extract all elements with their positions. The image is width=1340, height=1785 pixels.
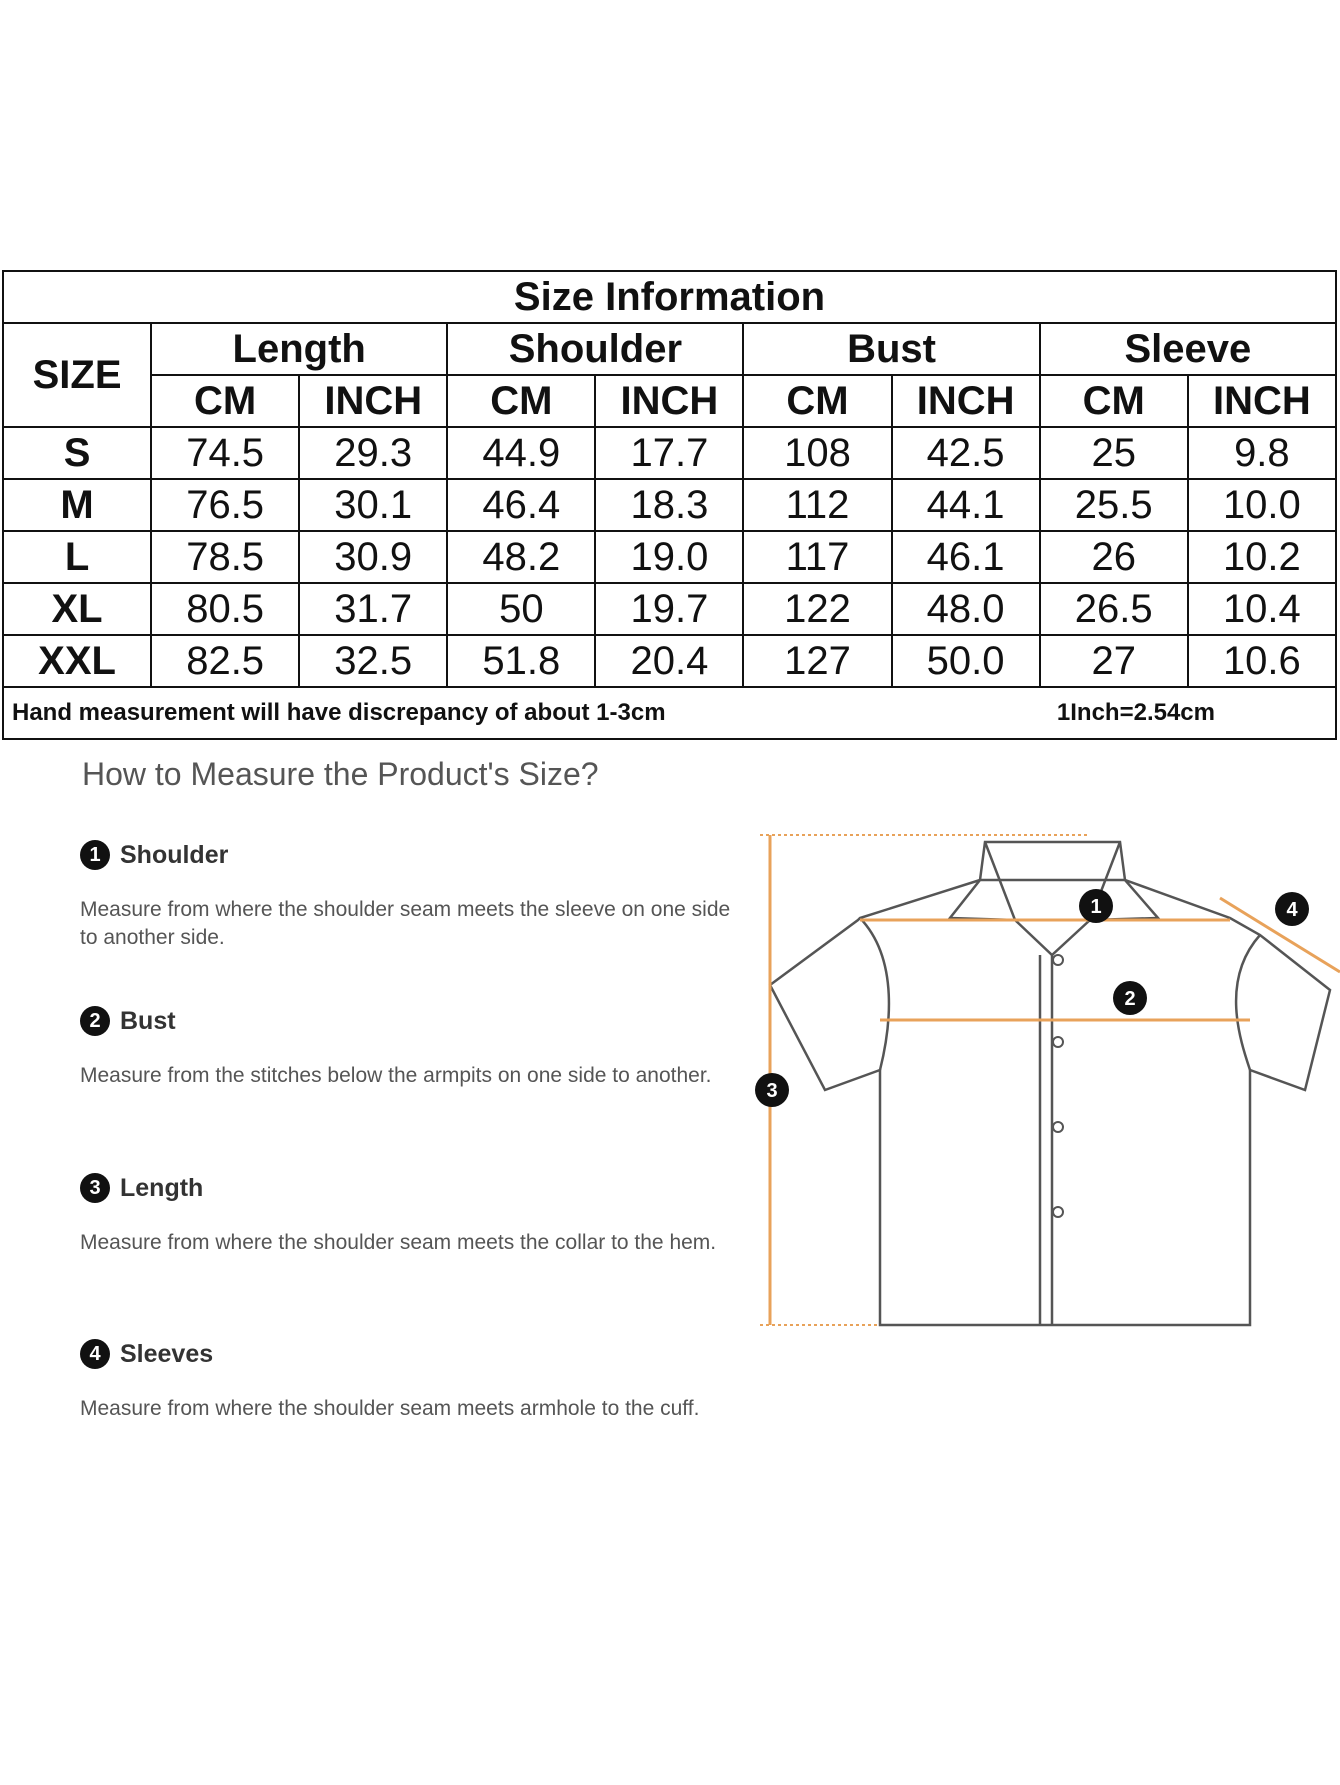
measurement-note: Hand measurement will have discrepancy of about 1-3cm: [12, 699, 666, 726]
number-3-icon: 3: [80, 1173, 110, 1203]
table-row: [3, 583, 1336, 635]
svg-text:2: 2: [1124, 988, 1136, 1010]
table-cell: 9.8: [1188, 427, 1336, 479]
table-cell: 48.2: [447, 531, 595, 583]
unit-cm: CM: [743, 375, 891, 427]
svg-text:3: 3: [766, 1080, 778, 1102]
group-length: Length: [151, 323, 447, 375]
group-sleeve: Sleeve: [1040, 323, 1336, 375]
table-cell: 19.7: [595, 583, 743, 635]
table-cell: 10.6: [1188, 635, 1336, 687]
unit-cm: CM: [447, 375, 595, 427]
table-cell: 20.4: [595, 635, 743, 687]
table-cell: 26: [1040, 531, 1188, 583]
table-cell: 74.5: [151, 427, 299, 479]
table-cell: 76.5: [151, 479, 299, 531]
table-title: Size Information: [3, 271, 1336, 323]
number-4-icon: 4: [80, 1339, 110, 1369]
marker-1-icon: [1079, 889, 1113, 923]
step-title: Length: [120, 1173, 204, 1202]
table-cell: 31.7: [299, 583, 447, 635]
table-cell: 10.4: [1188, 583, 1336, 635]
table-cell: 122: [743, 583, 891, 635]
step-title: Bust: [120, 1006, 176, 1035]
table-cell: 27: [1040, 635, 1188, 687]
unit-inch: INCH: [892, 375, 1040, 427]
conversion-note: 1Inch=2.54cm: [1056, 699, 1215, 726]
table-cell: 112: [743, 479, 891, 531]
size-table: [2, 270, 1337, 740]
table-cell: 117: [743, 531, 891, 583]
size-label: XL: [3, 583, 151, 635]
guide-step-shoulder: [80, 840, 740, 952]
table-cell: 50: [447, 583, 595, 635]
svg-text:1: 1: [1090, 896, 1102, 918]
step-description: Measure from where the shoulder seam meets armhole to the cuff.: [80, 1397, 700, 1420]
table-cell: 46.4: [447, 479, 595, 531]
table-cell: 18.3: [595, 479, 743, 531]
table-cell: 30.1: [299, 479, 447, 531]
table-cell: 78.5: [151, 531, 299, 583]
table-cell: 44.9: [447, 427, 595, 479]
group-bust: Bust: [743, 323, 1039, 375]
table-cell: 10.2: [1188, 531, 1336, 583]
size-label: M: [3, 479, 151, 531]
step-description: Measure from where the shoulder seam meets the collar to the hem.: [80, 1231, 717, 1254]
size-label: L: [3, 531, 151, 583]
table-cell: 44.1: [892, 479, 1040, 531]
table-cell: 26.5: [1040, 583, 1188, 635]
table-cell: 25.5: [1040, 479, 1188, 531]
table-cell: 10.0: [1188, 479, 1336, 531]
table-cell: 29.3: [299, 427, 447, 479]
marker-3-icon: [755, 1073, 789, 1107]
guide-step-bust: [80, 1006, 740, 1090]
size-header: SIZE: [3, 323, 151, 427]
table-cell: 17.7: [595, 427, 743, 479]
table-row: [3, 635, 1336, 687]
number-2-icon: 2: [80, 1006, 110, 1036]
table-cell: 127: [743, 635, 891, 687]
step-title: Sleeves: [120, 1339, 214, 1368]
svg-text:4: 4: [1286, 899, 1298, 921]
table-cell: 32.5: [299, 635, 447, 687]
unit-cm: CM: [151, 375, 299, 427]
table-cell: 42.5: [892, 427, 1040, 479]
table-cell: 46.1: [892, 531, 1040, 583]
step-description: Measure from the stitches below the armpits on one side to another.: [80, 1064, 712, 1087]
table-row: [3, 427, 1336, 479]
step-title: Shoulder: [120, 840, 229, 869]
table-cell: 48.0: [892, 583, 1040, 635]
table-cell: 80.5: [151, 583, 299, 635]
unit-inch: INCH: [1188, 375, 1336, 427]
table-cell: 25: [1040, 427, 1188, 479]
shirt-measurement-diagram: [740, 820, 1340, 1340]
table-cell: 30.9: [299, 531, 447, 583]
unit-inch: INCH: [595, 375, 743, 427]
guide-step-sleeves: [80, 1339, 740, 1423]
guide-step-length: [80, 1173, 740, 1257]
table-cell: 51.8: [447, 635, 595, 687]
table-cell: 50.0: [892, 635, 1040, 687]
marker-2-icon: [1113, 981, 1147, 1015]
size-label: XXL: [3, 635, 151, 687]
table-cell: 108: [743, 427, 891, 479]
guide-heading: How to Measure the Product's Size?: [82, 756, 599, 792]
unit-cm: CM: [1040, 375, 1188, 427]
number-1-icon: 1: [80, 840, 110, 870]
size-label: S: [3, 427, 151, 479]
unit-inch: INCH: [299, 375, 447, 427]
table-cell: 82.5: [151, 635, 299, 687]
group-shoulder: Shoulder: [447, 323, 743, 375]
step-description: Measure from where the shoulder seam meets the sleeve on one side to another side.: [80, 898, 731, 949]
table-cell: 19.0: [595, 531, 743, 583]
table-row: [3, 479, 1336, 531]
table-note-row: [3, 687, 1336, 739]
table-row: [3, 531, 1336, 583]
marker-4-icon: [1275, 892, 1309, 926]
